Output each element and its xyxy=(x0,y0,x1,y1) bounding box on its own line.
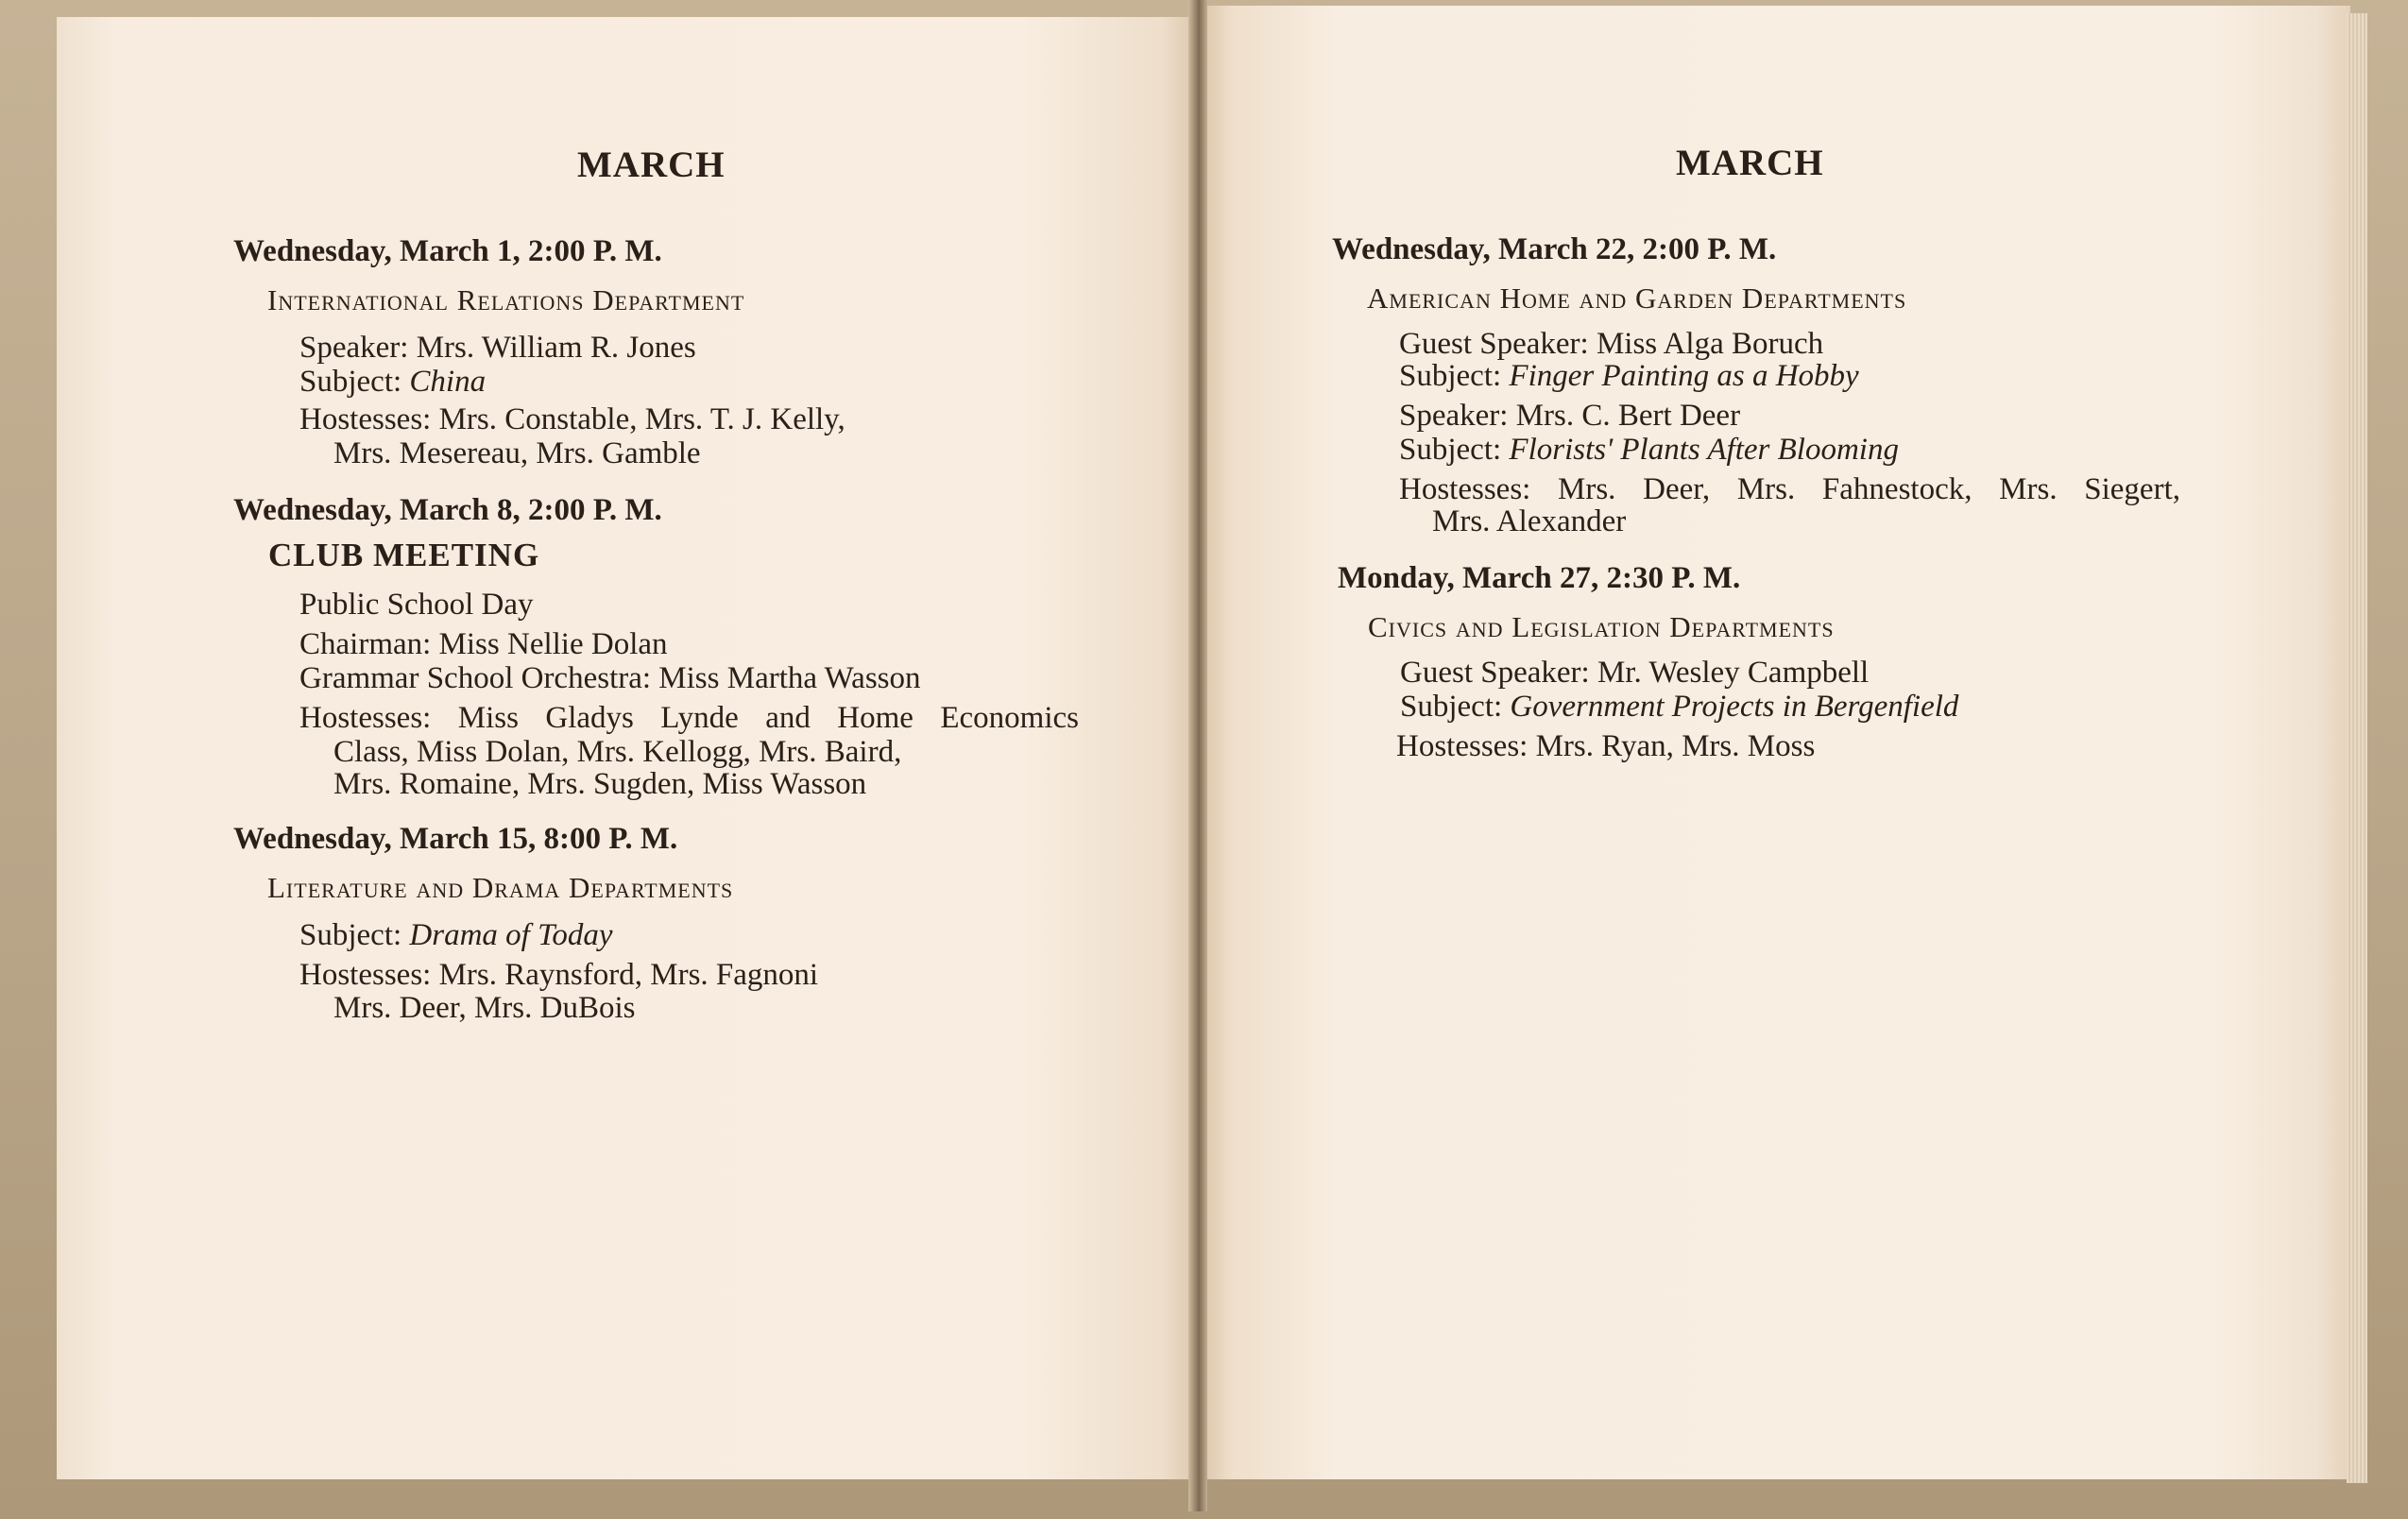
event-hostesses-continued: Mrs. Mesereau, Mrs. Gamble xyxy=(333,436,701,470)
event-department: Civics and Legislation Departments xyxy=(1368,610,1835,643)
event-date: Monday, March 27, 2:30 P. M. xyxy=(1338,561,1741,595)
event-speaker: Speaker: Mrs. C. Bert Deer xyxy=(1399,399,1741,433)
event-theme: Public School Day xyxy=(299,588,534,622)
event-hostesses-continued: Mrs. Deer, Mrs. DuBois xyxy=(333,991,636,1025)
club-meeting-heading: CLUB MEETING xyxy=(268,537,540,573)
event-department: Literature and Drama Departments xyxy=(267,871,734,904)
event-hostesses-continued: Mrs. Romaine, Mrs. Sugden, Miss Wasson xyxy=(333,767,867,801)
subject-title: Florists' Plants After Blooming xyxy=(1509,433,1899,467)
event-date: Wednesday, March 22, 2:00 P. M. xyxy=(1332,232,1777,266)
speaker-name: Mrs. William R. Jones xyxy=(416,331,696,365)
event-guest-speaker: Guest Speaker: Mr. Wesley Campbell xyxy=(1400,656,1870,690)
subject-label: Subject: xyxy=(1399,433,1502,467)
page-edges xyxy=(2347,13,2367,1483)
event-subject xyxy=(299,918,613,952)
event-orchestra: Grammar School Orchestra: Miss Martha Wasson xyxy=(299,661,921,695)
event-department: International Relations Department xyxy=(267,283,745,316)
subject-title: Government Projects in Bergenfield xyxy=(1510,690,1959,724)
event-speaker xyxy=(299,331,696,365)
event-hostesses-continued: Class, Miss Dolan, Mrs. Kellogg, Mrs. Baird, xyxy=(333,735,902,769)
event-hostesses: Hostesses: Mrs. Constable, Mrs. T. J. Kelly, xyxy=(299,402,845,436)
event-subject xyxy=(299,365,486,399)
event-hostesses: Hostesses: Miss Gladys Lynde and Home Economics xyxy=(299,701,1079,735)
event-hostesses-continued: Mrs. Alexander xyxy=(1432,504,1627,538)
event-department: American Home and Garden Departments xyxy=(1367,282,1907,315)
event-subject xyxy=(1400,690,1958,724)
event-subject xyxy=(1399,359,1859,393)
right-page-title: MARCH xyxy=(1676,143,1824,183)
event-hostesses: Hostesses: Mrs. Raynsford, Mrs. Fagnoni xyxy=(299,958,819,992)
event-chairman: Chairman: Miss Nellie Dolan xyxy=(299,627,668,661)
event-date: Wednesday, March 1, 2:00 P. M. xyxy=(233,234,662,268)
event-guest-speaker: Guest Speaker: Miss Alga Boruch xyxy=(1399,327,1824,361)
subject-title: Drama of Today xyxy=(409,918,613,952)
left-page-title: MARCH xyxy=(577,145,726,185)
event-hostesses: Hostesses: Mrs. Deer, Mrs. Fahnestock, Mrs. Siegert, xyxy=(1399,472,2180,506)
subject-label: Subject: xyxy=(1400,690,1503,724)
event-subject xyxy=(1399,433,1899,467)
event-hostesses: Hostesses: Mrs. Ryan, Mrs. Moss xyxy=(1396,729,1816,763)
subject-label: Subject: xyxy=(1399,359,1502,393)
subject-label: Subject: xyxy=(299,918,402,952)
event-date: Wednesday, March 8, 2:00 P. M. xyxy=(233,493,662,527)
book-gutter xyxy=(1188,0,1207,1511)
subject-label: Subject: xyxy=(299,365,402,399)
subject-title: China xyxy=(409,365,487,399)
subject-title: Finger Painting as a Hobby xyxy=(1509,359,1859,393)
event-date: Wednesday, March 15, 8:00 P. M. xyxy=(233,822,678,856)
speaker-label: Speaker: xyxy=(299,331,409,365)
